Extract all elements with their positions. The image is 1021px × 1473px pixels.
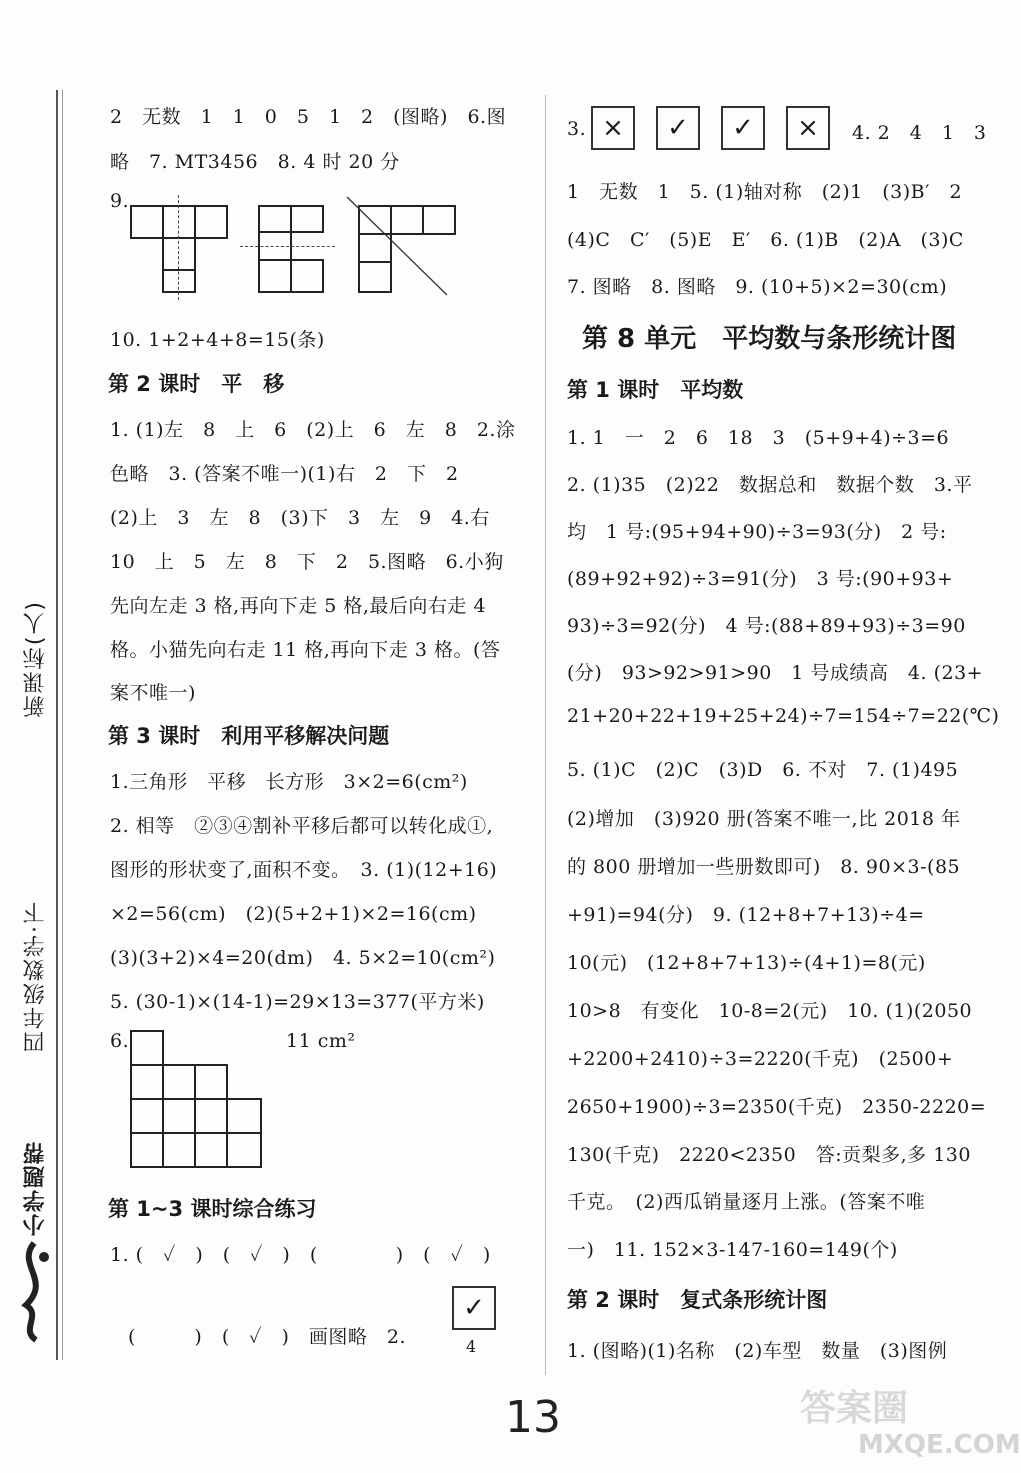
section-heading: 第 2 课时 复式条形统计图	[567, 1288, 828, 1312]
answer-line: +2200+2410)÷3=2220(千克) (2500+	[567, 1048, 954, 1070]
judgement-box: ✓	[721, 106, 765, 150]
series-label: 新课标(人)	[23, 600, 48, 718]
answer-line: (4)C C′ (5)E E′ 6. (1)B (2)A (3)C	[567, 229, 964, 251]
answer-line: (2)上 3 左 8 (3)下 3 左 9 4.右	[110, 507, 490, 529]
answer-line: 略 7. MT3456 8. 4 时 20 分	[110, 151, 400, 173]
answer-line: (分) 93>92>91>90 1 号成绩高 4. (23+	[567, 662, 984, 684]
answer-line: +91)=94(分) 9. (12+8+7+13)÷4=	[567, 904, 925, 926]
section-heading: 第 1 课时 平均数	[567, 378, 744, 402]
answer-line: 格。小猫先向右走 11 格,再向下走 3 格。(答	[110, 639, 501, 661]
answer-line: 1.三角形 平移 长方形 3×2=6(cm²)	[110, 771, 468, 793]
column-divider	[545, 95, 546, 1375]
check-box: ✓	[452, 1286, 496, 1330]
answer-line: 1. (1)左 8 上 6 (2)上 6 左 8 2.涂	[110, 419, 516, 441]
watermark-url: MXQE.COM	[858, 1430, 1021, 1460]
answer-line: 先向左走 3 格,再向下走 5 格,最后向右走 4	[110, 595, 487, 617]
question-number: 9.	[110, 190, 130, 212]
spine-line-inner	[62, 90, 63, 1360]
answer-line: 的 800 册增加一些册数即可) 8. 90×3-(85	[567, 856, 961, 878]
answer-line: 一) 11. 152×3-147-160=149(个)	[567, 1239, 898, 1261]
area-label: 11 cm²	[286, 1030, 356, 1052]
page-number: 13	[505, 1392, 561, 1443]
answer-line: 1. 1 一 2 6 18 3 (5+9+4)÷3=6	[567, 427, 950, 449]
answer-line: 图形的形状变了,面积不变。 3. (1)(12+16)	[110, 859, 498, 881]
answer-line: ( ) ( ✓ ) 画图略 2.	[128, 1326, 407, 1348]
answer-line: 1 无数 1 5. (1)轴对称 (2)1 (3)B′ 2	[567, 181, 963, 203]
answer-line: 21+20+22+19+25+24)÷7=154÷7=22(℃)	[567, 705, 1000, 727]
answer-line: 2. (1)35 (2)22 数据总和 数据个数 3.平	[567, 474, 973, 496]
answer-line: 7. 图略 8. 图略 9. (10+5)×2=30(cm)	[567, 276, 948, 298]
section-heading: 第 1~3 课时综合练习	[108, 1197, 317, 1221]
brand-logo-icon	[12, 1235, 56, 1345]
answer-line: 10. 1+2+4+8=15(条)	[110, 329, 325, 351]
question-number: 6.	[110, 1030, 130, 1052]
grade-label: 四年级数学·下	[23, 900, 48, 1053]
judgement-box: ×	[786, 106, 830, 150]
answer-line: 5. (30-1)×(14-1)=29×13=377(平方米)	[110, 991, 485, 1013]
answer-line: 千克。 (2)西瓜销量逐月上涨。(答案不唯	[567, 1191, 926, 1213]
answer-line: 10>8 有变化 10-8=2(元) 10. (1)(2050	[567, 1000, 973, 1022]
answer-line: 130(千克) 2220<2350 答:贡梨多,多 130	[567, 1144, 971, 1166]
answer-line: 10(元) (12+8+7+13)÷(4+1)=8(元)	[567, 952, 926, 974]
answer-line: 10 上 5 左 8 下 2 5.图略 6.小狗	[110, 551, 504, 573]
brand-label: 小学题帮	[23, 1140, 48, 1236]
answer-line: 均 1 号:(95+94+90)÷3=93(分) 2 号:	[567, 521, 947, 543]
answer-line: 色略 3. (答案不唯一)(1)右 2 下 2	[110, 463, 459, 485]
answer-line: 2650+1900)÷3=2350(千克) 2350-2220=	[567, 1096, 987, 1118]
answer-line: (89+92+92)÷3=91(分) 3 号:(90+93+	[567, 568, 954, 590]
answer-line: 5. (1)C (2)C (3)D 6. 不对 7. (1)495	[567, 759, 959, 781]
section-heading: 第 2 课时 平 移	[108, 372, 285, 396]
section-heading: 第 3 课时 利用平移解决问题	[108, 724, 390, 748]
answer-line: 1. ( ✓ ) ( ✓ ) ( ) ( ✓ )	[110, 1244, 491, 1266]
answer-line: 4. 2 4 1 3	[852, 122, 987, 144]
judgement-box: ×	[591, 106, 635, 150]
answer-line: 2. 相等 ②③④割补平移后都可以转化成①,	[110, 815, 494, 837]
watermark-logo: 答案圈	[800, 1388, 909, 1429]
answer-line: 1. (图略)(1)名称 (2)车型 数量 (3)图例	[567, 1340, 948, 1362]
judgement-box: ✓	[656, 106, 700, 150]
answer-line: (3)(3+2)×4=20(dm) 4. 5×2=10(cm²)	[110, 947, 496, 969]
answer-line: 93)÷3=92(分) 4 号:(88+89+93)÷3=90	[567, 615, 966, 637]
box-number: 4	[466, 1337, 477, 1356]
answer-line: 2 无数 1 1 0 5 1 2 (图略) 6.图	[110, 106, 507, 128]
answer-line: ×2=56(cm) (2)(5+2+1)×2=16(cm)	[110, 903, 477, 925]
question-number: 3.	[567, 118, 587, 140]
spine-line	[56, 90, 58, 1360]
unit-heading: 第 8 单元 平均数与条形统计图	[582, 324, 957, 354]
answer-line: (2)增加 (3)920 册(答案不唯一,比 2018 年	[567, 808, 961, 830]
answer-line: 案不唯一)	[110, 682, 196, 704]
